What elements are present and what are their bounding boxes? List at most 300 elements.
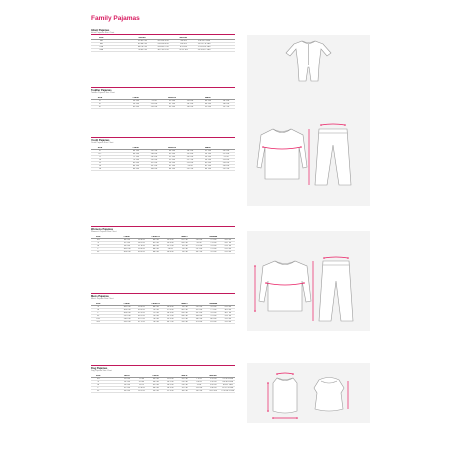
table-cell: 30.3 IN <box>221 308 235 311</box>
section-subtitle: Infant Pajamas Size Chart <box>91 32 115 34</box>
table-cell: 74 CM <box>177 247 191 250</box>
table-cell: 84 CM <box>177 311 191 314</box>
table-cell: S <box>91 241 105 244</box>
table-cell: 33.1 IN <box>145 164 163 167</box>
table-cell: S <box>91 305 105 308</box>
section-title: Youth Pajamas <box>91 139 110 142</box>
table-cell <box>109 105 127 108</box>
table-cell: 37.8 IN <box>192 320 206 323</box>
table-cell: 21.7 IN <box>181 158 199 161</box>
table-cell: XS <box>91 238 105 241</box>
table-cell: 28.3 IN <box>163 311 177 314</box>
table-cell: 19.7 IN <box>217 105 235 108</box>
table-cell: S <box>91 380 105 383</box>
table-cell: 22.8 IN <box>145 102 163 105</box>
table-cell: 81 CM <box>206 320 220 323</box>
table-cell: 66 CM <box>177 241 191 244</box>
table-cell: 70 CM <box>149 308 163 311</box>
divider <box>91 87 235 88</box>
section-subtitle: Dog Pajama Size Chart <box>91 370 112 372</box>
column-header: BACK <box>177 375 191 378</box>
table-cell: 6-7 <box>91 152 109 155</box>
table-cell: 23.6 IN <box>163 238 177 241</box>
garment-panel-infant <box>247 35 370 87</box>
table-cell: 23.6 IN <box>217 161 235 164</box>
table-row <box>91 105 235 108</box>
table-cell: 78 CM <box>149 320 163 323</box>
table-cell <box>214 48 235 51</box>
section-subtitle: Youth Pajama Size Chart <box>91 142 114 144</box>
column-header: SIZE <box>91 303 105 306</box>
table-cell: 76 CM <box>206 305 220 308</box>
table-cell: 72 CM <box>127 155 145 158</box>
table-cell: 24.3-28.7 LBS <box>194 48 215 51</box>
table-cell: 29.5 IN <box>221 247 235 250</box>
table-cell: 54 CM <box>149 389 163 392</box>
table-cell: 6M <box>91 42 112 45</box>
column-header: INSEAM <box>206 236 220 239</box>
table-cell: 56 CM <box>199 155 217 158</box>
table-row <box>91 250 235 253</box>
table-cell: M <box>91 383 105 386</box>
table-cell: 12.6 IN <box>192 386 206 389</box>
table-cell: 58 CM <box>163 161 181 164</box>
table-cell: 12M <box>91 45 112 48</box>
section-title: Infant Pajamas <box>91 29 110 32</box>
table-cell: 60 CM <box>149 238 163 241</box>
table-cell: 44.1 IN <box>134 314 148 317</box>
size-chart-toddler <box>91 89 235 109</box>
table-cell: 96 CM <box>177 320 191 323</box>
table-cell: 11 IN <box>192 383 206 386</box>
table-cell: 39 CM <box>163 99 181 102</box>
table-cell: 8-11 KG <box>173 45 194 48</box>
table-cell: 2.2-4.4 LBS <box>222 377 234 380</box>
table-cell: 20 CM <box>120 377 134 380</box>
table-cell: 37.8 IN <box>134 244 148 247</box>
table-cell: 77 CM <box>206 308 220 311</box>
table-cell: 2T <box>91 99 109 102</box>
table-cell: 17.6-24.3 LBS <box>194 45 215 48</box>
column-header: NECK <box>120 375 134 378</box>
table-cell: 20.5-24.4 IN <box>153 39 174 42</box>
table-cell: 19.3 IN <box>181 152 199 155</box>
table-cell: XL <box>91 250 105 253</box>
table-cell: 66 CM <box>149 247 163 250</box>
table-cell: 29.9 IN <box>145 158 163 161</box>
table-cell: 30.7 IN <box>163 320 177 323</box>
column-header: SIZE <box>91 147 109 150</box>
table-cell: 11 IN <box>134 383 148 386</box>
table-cell: 61 CM <box>163 164 181 167</box>
table-cell: XXL <box>91 317 105 320</box>
column-header: WAIST <box>177 236 191 239</box>
table-cell: 11.8 IN <box>163 377 177 380</box>
table-cell: 5T <box>91 149 109 152</box>
table-cell: 29.9 IN <box>221 305 235 308</box>
table-cell: 79 CM <box>206 314 220 317</box>
table-cell: 14.2 IN <box>134 389 148 392</box>
table-cell: 42 CM <box>149 383 163 386</box>
table-cell: 70 CM <box>177 244 191 247</box>
column-header: CHEST <box>149 375 163 378</box>
table-cell: 54 CM <box>199 152 217 155</box>
kids-pajama-set-icon <box>247 87 370 206</box>
table-cell <box>105 250 119 253</box>
table-cell: 36 CM <box>177 389 191 392</box>
table-cell: 76 CM <box>127 158 145 161</box>
table-cell: 30.7 IN <box>221 311 235 314</box>
table-cell: 20.5 IN <box>181 155 199 158</box>
table-cell: 9.4 IN <box>134 380 148 383</box>
table-row <box>91 167 235 170</box>
table-cell: 7.9 IN <box>134 377 148 380</box>
column-header: LENGTH <box>149 303 163 306</box>
table-cell: 24 CM <box>120 380 134 383</box>
table-cell: 12 <box>91 161 109 164</box>
table-cell: 28.7 IN <box>221 241 235 244</box>
table-cell: 64 CM <box>199 167 217 170</box>
table-cell: 74 CM <box>206 244 220 247</box>
size-chart-youth <box>91 139 235 171</box>
table-cell: 32 CM <box>177 386 191 389</box>
size-table <box>91 303 235 324</box>
column-header: LENGTH <box>163 97 181 100</box>
table-cell: 55 CM <box>163 158 181 161</box>
divider <box>91 137 235 138</box>
table-cell <box>105 320 119 323</box>
table-cell: 78-85 CM <box>132 48 153 51</box>
table-cell: XS <box>91 377 105 380</box>
column-header: WAIST <box>199 147 217 150</box>
column-header: SIZE <box>91 37 112 40</box>
table-cell: 16.9 IN <box>181 105 199 108</box>
table-cell: 10 <box>91 158 109 161</box>
table-cell: 3T <box>91 102 109 105</box>
table-cell: M <box>91 244 105 247</box>
table-cell: 14.2 IN <box>163 380 177 383</box>
table-cell: 29.9 IN <box>163 317 177 320</box>
table-cell: 80 CM <box>177 308 191 311</box>
table-cell: 73 CM <box>206 241 220 244</box>
table-cell: 39.4 IN <box>134 305 148 308</box>
table-cell: 25.2 IN <box>163 244 177 247</box>
table-cell: 11-17.6 LBS <box>222 386 234 389</box>
table-cell: 2-3 KG <box>206 380 220 383</box>
table-cell: 6-8 KG <box>173 42 194 45</box>
table-cell: 24.4-26.8 IN <box>153 42 174 45</box>
table-cell: 31.5 IN <box>145 161 163 164</box>
table-cell: 62 CM <box>177 238 191 241</box>
table-cell: 24.4 IN <box>163 241 177 244</box>
table-cell: 8-12 KG <box>206 389 220 392</box>
table-row <box>91 320 235 323</box>
table-cell: 8 <box>91 155 109 158</box>
table-cell: 104 CM <box>120 308 134 311</box>
table-cell: 1-2 KG <box>206 377 220 380</box>
size-table <box>91 147 235 171</box>
size-chart-womens <box>91 228 235 254</box>
table-cell: 21.3 IN <box>217 152 235 155</box>
table-cell: 6.6-11 LBS <box>221 383 235 386</box>
table-cell: 58 CM <box>199 158 217 161</box>
table-cell: L <box>91 311 105 314</box>
table-cell: 7.9 IN <box>192 377 206 380</box>
table-cell: 100 CM <box>120 247 134 250</box>
table-cell: 36.2 IN <box>134 241 148 244</box>
table-cell <box>109 167 127 170</box>
table-cell: 29.1 IN <box>221 244 235 247</box>
table-cell: 76 CM <box>206 250 220 253</box>
table-cell: 11-13 KG <box>173 48 194 51</box>
table-cell: 9.4 IN <box>192 380 206 383</box>
table-cell: 62 CM <box>199 164 217 167</box>
table-cell: 29.1 IN <box>163 314 177 317</box>
table-cell: 84 CM <box>127 164 145 167</box>
table-cell: 4T <box>91 105 109 108</box>
table-cell: 48 CM <box>149 386 163 389</box>
table-cell: 96 CM <box>120 244 134 247</box>
table-row <box>91 389 235 392</box>
table-cell: 36 CM <box>149 380 163 383</box>
garment-panel-kids <box>247 87 370 206</box>
size-table <box>91 97 235 109</box>
table-cell: 39.4 IN <box>134 247 148 250</box>
column-header: CHEST <box>120 236 134 239</box>
garment-panel-dog <box>247 363 370 423</box>
table-cell: 21.3 IN <box>163 389 177 392</box>
adult-pajama-set-icon <box>247 231 370 331</box>
table-cell: 40.9 IN <box>134 250 148 253</box>
table-cell: 72 CM <box>149 311 163 314</box>
table-cell: 76 CM <box>177 305 191 308</box>
table-cell: 26.8-30.7 IN <box>153 45 174 48</box>
table-cell: 3XL <box>91 320 105 323</box>
size-table <box>91 375 235 393</box>
table-cell: 42.5 IN <box>134 311 148 314</box>
table-cell: 5-8 KG <box>206 386 220 389</box>
table-cell: 64 CM <box>127 149 145 152</box>
table-cell: 92 CM <box>177 317 191 320</box>
table-cell: 26.8 IN <box>145 152 163 155</box>
table-cell: 68 CM <box>149 250 163 253</box>
table-cell: 80 CM <box>127 161 145 164</box>
table-cell: 27.6 IN <box>163 308 177 311</box>
table-cell: L <box>91 386 105 389</box>
table-cell: 26.8 IN <box>163 250 177 253</box>
table-cell: 23.6 IN <box>145 105 163 108</box>
table-cell: 26 IN <box>163 247 177 250</box>
table-cell: 25.2 IN <box>181 167 199 170</box>
column-header: SIZE <box>91 375 105 378</box>
table-cell: 78 CM <box>206 311 220 314</box>
table-cell: 58 CM <box>127 102 145 105</box>
size-chart-infant <box>91 29 235 52</box>
table-cell: 50 CM <box>199 105 217 108</box>
table-cell: 64 CM <box>163 167 181 170</box>
table-cell: 12.6 IN <box>134 386 148 389</box>
table-cell: 49 CM <box>163 152 181 155</box>
table-cell: 24 CM <box>177 380 191 383</box>
table-cell: 64 CM <box>149 244 163 247</box>
column-header: CHEST <box>127 147 145 150</box>
table-cell: XL <box>91 314 105 317</box>
table-cell: 26 IN <box>192 241 206 244</box>
table-cell: 104 CM <box>120 250 134 253</box>
table-cell: 68-78 CM <box>132 45 153 48</box>
column-header: WAIST <box>177 303 191 306</box>
size-chart-mens <box>91 295 235 324</box>
table-cell: 24.4 IN <box>192 238 206 241</box>
table-cell: 52 CM <box>163 155 181 158</box>
column-header: LENGTH <box>149 236 163 239</box>
table-cell: 33.1 IN <box>192 311 206 314</box>
divider <box>91 365 235 366</box>
table-cell: 120 CM <box>120 320 134 323</box>
table-cell: 60 CM <box>127 105 145 108</box>
table-cell: 88 CM <box>177 314 191 317</box>
table-cell: 18.1 IN <box>181 149 199 152</box>
table-cell: 48 CM <box>199 102 217 105</box>
column-header: SIZE <box>91 97 109 100</box>
table-cell: 17.6-26.5 LBS <box>221 389 235 392</box>
table-cell: 100 CM <box>120 305 134 308</box>
table-cell: 31.9 IN <box>221 320 235 323</box>
table-cell: 68 CM <box>149 305 163 308</box>
table-cell: 74 CM <box>149 314 163 317</box>
table-cell: 56 CM <box>127 99 145 102</box>
table-cell: 112 CM <box>120 314 134 317</box>
table-cell: 62-68 CM <box>132 42 153 45</box>
page-title: Family Pajamas <box>91 15 140 22</box>
divider <box>91 226 235 227</box>
column-header: WEIGHT <box>206 375 220 378</box>
table-cell: 72 CM <box>206 238 220 241</box>
section-title: Womens Pajamas <box>91 228 114 231</box>
column-header: HEIGHT <box>132 37 153 40</box>
infant-onesie-icon <box>247 35 370 87</box>
table-cell: 3-5 KG <box>206 383 220 386</box>
table-row <box>91 48 235 51</box>
table-cell: 22 IN <box>145 99 163 102</box>
table-cell: 41 CM <box>163 102 181 105</box>
table-cell: 16.1 IN <box>181 102 199 105</box>
table-cell: 31.5 IN <box>221 317 235 320</box>
column-header: SIZE <box>91 236 105 239</box>
section-subtitle: Women's Pajama Size Chart <box>91 231 117 233</box>
table-cell <box>105 389 119 392</box>
table-cell: 88 CM <box>127 167 145 170</box>
column-header: INSEAM <box>206 303 220 306</box>
table-cell: 76 CM <box>149 317 163 320</box>
section-title: Mens Pajamas <box>91 295 109 298</box>
table-cell: 22.8 IN <box>181 161 199 164</box>
table-cell: 29.9 IN <box>192 305 206 308</box>
table-cell: 16.5 IN <box>163 383 177 386</box>
table-cell: 34.6 IN <box>192 314 206 317</box>
table-cell: 78 CM <box>177 250 191 253</box>
table-cell: 68 CM <box>127 152 145 155</box>
table-cell: 52-62 CM <box>132 39 153 42</box>
table-cell: 26.8 IN <box>163 305 177 308</box>
column-header: CHEST <box>120 303 134 306</box>
table-cell: 36 CM <box>120 389 134 392</box>
table-cell: 28.3 IN <box>145 155 163 158</box>
table-cell: 25.2 IN <box>217 167 235 170</box>
table-cell: 18M <box>91 48 112 51</box>
column-header: WEIGHT <box>173 37 194 40</box>
table-cell: 20.5 IN <box>217 149 235 152</box>
section-title: Toddler Pajamas <box>91 89 112 92</box>
table-cell: 80 CM <box>206 317 220 320</box>
table-cell: M <box>91 308 105 311</box>
table-cell: 30.7-33.5 IN <box>153 48 174 51</box>
table-cell: 40.9 IN <box>134 308 148 311</box>
table-cell: 29.1 IN <box>192 247 206 250</box>
table-cell: 47.2 IN <box>134 320 148 323</box>
table-cell: 92 CM <box>120 241 134 244</box>
table-cell: 18.1 IN <box>217 99 235 102</box>
table-cell: 24.4 IN <box>217 164 235 167</box>
table-cell <box>112 48 133 51</box>
table-cell: 34.6 IN <box>134 238 148 241</box>
table-cell: 22.8 IN <box>217 158 235 161</box>
table-cell: 62 CM <box>149 241 163 244</box>
table-cell: 46 CM <box>163 149 181 152</box>
table-cell: 28 CM <box>120 383 134 386</box>
table-cell: 46 CM <box>199 99 217 102</box>
table-cell: 28.3 IN <box>221 238 235 241</box>
table-cell: 34.6 IN <box>145 167 163 170</box>
section-subtitle: Toddler Pajama Size Chart <box>91 92 115 94</box>
table-cell: 75 CM <box>206 247 220 250</box>
table-cell: 31.1 IN <box>221 314 235 317</box>
table-cell: 24 IN <box>181 164 199 167</box>
garment-panel-adult <box>247 231 370 331</box>
table-cell: 43 CM <box>163 105 181 108</box>
table-cell: 18.9 IN <box>163 386 177 389</box>
section-title: Dog Pajamas <box>91 367 108 370</box>
table-cell: 88 CM <box>120 238 134 241</box>
table-cell: 60 CM <box>199 161 217 164</box>
table-cell: 52 CM <box>199 149 217 152</box>
section-subtitle: Men's Pajama Size Chart <box>91 298 114 300</box>
table-cell: 6.6-13.2 LBS <box>194 39 215 42</box>
table-cell: 29.9 IN <box>221 250 235 253</box>
table-cell: 4.4-6.6 LBS <box>222 380 234 383</box>
divider <box>91 293 235 294</box>
column-header: CHEST <box>127 97 145 100</box>
table-cell: 3M <box>91 39 112 42</box>
table-cell: 16 <box>91 167 109 170</box>
table-cell: 30.7 IN <box>192 250 206 253</box>
column-header: WAIST <box>199 97 217 100</box>
table-cell: 20 CM <box>177 377 191 380</box>
table-cell: 18.9 IN <box>217 102 235 105</box>
table-cell: 25.2 IN <box>145 149 163 152</box>
table-cell: 31.5 IN <box>192 308 206 311</box>
table-cell: 22 IN <box>217 155 235 158</box>
table-cell: 36.2 IN <box>192 317 206 320</box>
table-cell: 3-6 KG <box>173 39 194 42</box>
size-chart-dog <box>91 367 235 393</box>
table-cell: 15.4 IN <box>181 99 199 102</box>
size-table <box>91 236 235 254</box>
table-cell: 116 CM <box>120 317 134 320</box>
dog-pajama-icon <box>247 363 370 423</box>
column-header: LENGTH <box>163 147 181 150</box>
table-cell: 27.6 IN <box>192 244 206 247</box>
